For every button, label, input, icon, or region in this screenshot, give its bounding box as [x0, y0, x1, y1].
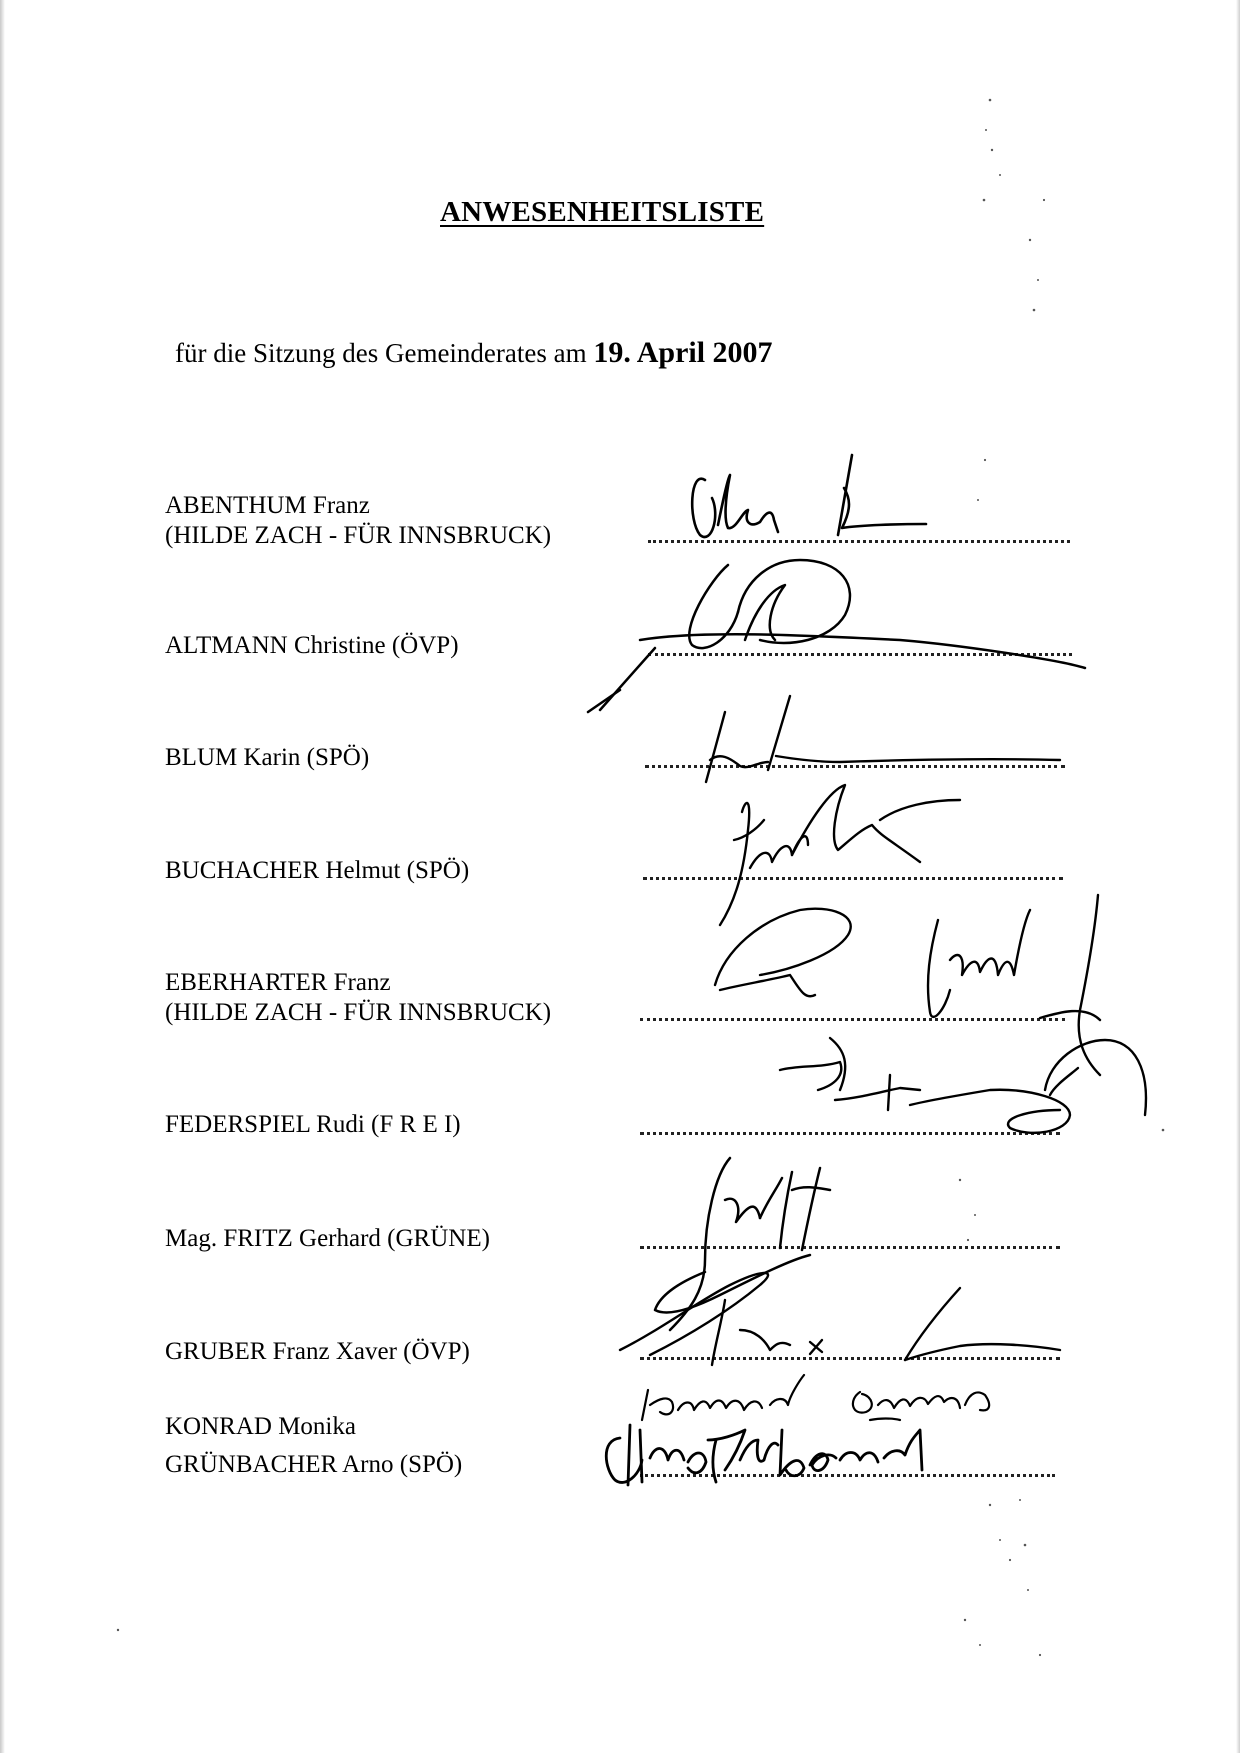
signature-eberharter [715, 895, 1100, 1075]
signature-line [648, 540, 1070, 543]
attendee-entry [165, 856, 469, 886]
meeting-subtitle [175, 336, 773, 370]
signature-line [640, 1018, 1065, 1021]
attendee-entry [165, 1412, 462, 1480]
signature-gruber [620, 1273, 1060, 1365]
signature-line [640, 1357, 1060, 1360]
subtitle-prefix: für die Sitzung des Gemeinderates am [175, 338, 587, 368]
attendee-name: GRÜNBACHER Arno (SPÖ) [165, 1451, 463, 1478]
attendee-name: FEDERSPIEL Rudi (F R E I) [165, 1111, 461, 1138]
attendee-name: ALTMANN Christine (ÖVP) [165, 632, 459, 659]
attendee-entry [165, 1337, 470, 1367]
attendee-name: GRUBER Franz Xaver (ÖVP) [165, 1338, 470, 1365]
scan-edge-left [0, 0, 5, 1753]
page-title: ANWESENHEITSLISTE [440, 196, 765, 228]
meeting-date: 19. April 2007 [593, 336, 773, 369]
attendee-entry [165, 1110, 461, 1140]
signature-konrad [642, 1375, 989, 1420]
attendee-entry [165, 491, 551, 551]
attendee-name: EBERHARTER Franz [165, 969, 391, 996]
signature-fritz [655, 1158, 830, 1330]
signature-buchacher [720, 785, 960, 925]
attendee-entry [165, 1224, 490, 1254]
attendee-entry [165, 968, 551, 1028]
signature-line [640, 1246, 1060, 1249]
signature-line [640, 1474, 1055, 1477]
attendee-name: BUCHACHER Helmut (SPÖ) [165, 857, 470, 884]
attendee-party: (HILDE ZACH - FÜR INNSBRUCK) [165, 999, 552, 1026]
attendee-name: BLUM Karin (SPÖ) [165, 744, 370, 771]
attendee-entry [165, 743, 369, 773]
attendee-entry [165, 631, 459, 661]
attendee-name: Mag. FRITZ Gerhard (GRÜNE) [165, 1225, 490, 1252]
signature-line [643, 877, 1063, 880]
attendee-party: (HILDE ZACH - FÜR INNSBRUCK) [165, 522, 552, 549]
attendee-name: ABENTHUM Franz [165, 492, 370, 519]
signature-federspiel [780, 1038, 1146, 1133]
scan-edge-right [1236, 0, 1240, 1753]
attendee-name: KONRAD Monika [165, 1413, 356, 1440]
signature-blum [706, 696, 1060, 782]
signature-line [645, 765, 1065, 768]
signature-altmann [588, 560, 1085, 712]
signature-line [640, 1132, 1060, 1135]
signature-abenthum [692, 455, 926, 537]
signature-line [648, 653, 1072, 656]
